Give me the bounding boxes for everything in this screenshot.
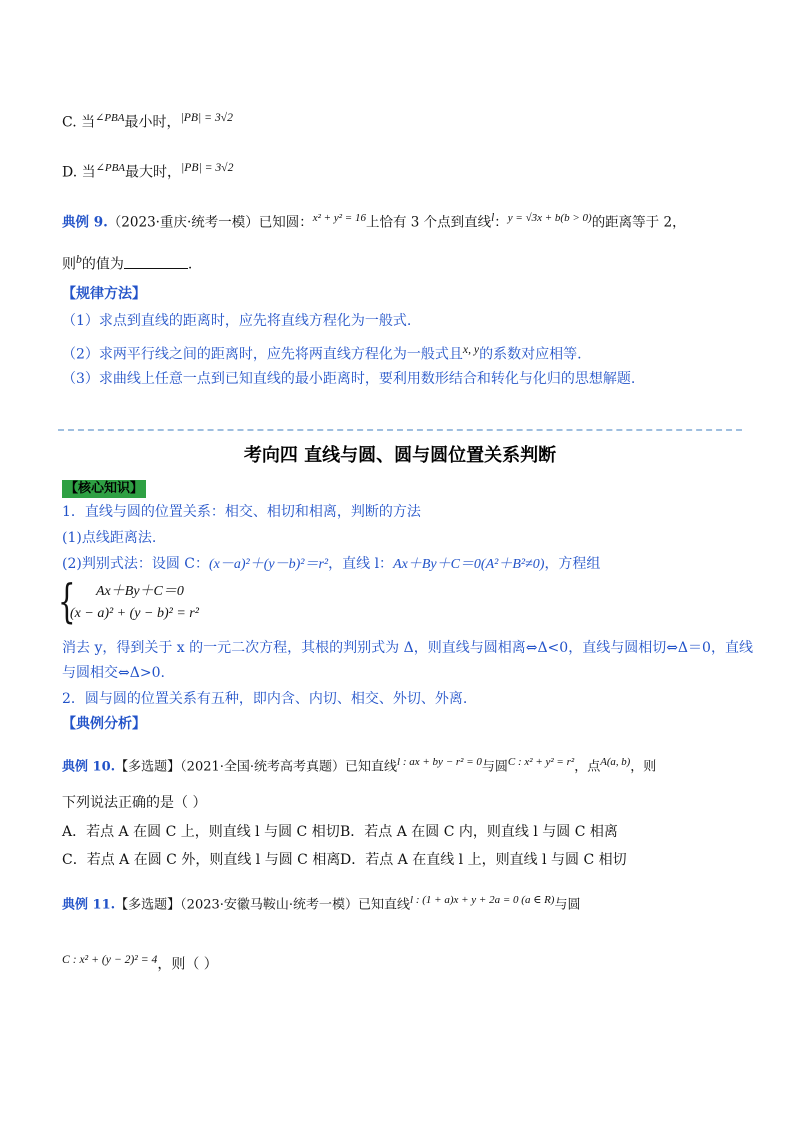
core-knowledge-tag: 【核心知识】	[62, 480, 146, 498]
example-10-circle: C : x² + y² = r²	[507, 756, 575, 768]
option-d-line	[62, 158, 233, 183]
core-k2: 2．圆与圆的位置关系有五种，即内含、内切、相交、外切、外离.	[62, 691, 468, 707]
example-11-label: 典例 11.	[62, 897, 116, 913]
example-9-source: （2023·重庆·统考一模）已知圆：	[107, 214, 313, 231]
example-10-line2: 下列说法正确的是（ ）	[62, 795, 207, 811]
answer-blank	[124, 254, 188, 269]
example-9-line2-suffix: 的值为	[81, 256, 124, 273]
method-p2-end: 的系数对应相等.	[479, 346, 582, 363]
example-10-point: A(a, b)	[600, 756, 631, 768]
example-9-line2-prefix: 则	[62, 256, 76, 273]
example-11-line2	[62, 950, 218, 975]
example-10-mid: 与圆	[481, 759, 508, 775]
example-11-mid: 与圆	[554, 897, 581, 913]
system-eq2: (x − a)² + (y − b)² = r²	[70, 606, 199, 621]
option-c-equation: |PB| = 3√2	[180, 111, 233, 124]
core-k1c: 消去 y，得到关于 x 的一元二次方程，其根的判别式为 Δ，则直线与圆相离⇔Δ<0，直线与圆相切⇔Δ＝0，直线	[62, 640, 753, 656]
example-10-line1	[62, 752, 656, 777]
option-c-line	[62, 108, 233, 133]
core-k1b-end: ，方程组	[544, 556, 601, 572]
option-c-mid: 最小时，	[124, 114, 181, 131]
example-10-point-prefix: ，点	[574, 759, 601, 775]
option-d-equation: |PB| = 3√2	[181, 161, 234, 174]
example-10-type: 【多选题】	[115, 759, 181, 775]
example-11-line1	[62, 890, 581, 915]
core-k1: 1．直线与圆的位置关系：相交、相切和相离，判断的方法	[62, 504, 421, 520]
example-9-text2: 上恰有 3 个点到直线	[365, 214, 492, 231]
core-k1b-line: Ax＋By＋C＝0(A²＋B²≠0)	[393, 557, 545, 572]
example-10-option-c: C．若点 A 在圆 C 外，则直线 l 与圆 C 相离	[62, 852, 341, 868]
example-10-end: ，则	[630, 759, 657, 775]
example-9-label: 典例 9.	[62, 214, 108, 231]
example-11-source: （2023·安徽马鞍山·统考一模）已知直线	[180, 897, 411, 913]
system-brace: {	[58, 574, 76, 628]
method-p2-text: （2）求两平行线之间的距离时，应先将两直线方程化为一般式且	[62, 346, 463, 363]
analysis-title: 【典例分析】	[62, 716, 146, 732]
option-d-mid: 最大时，	[125, 164, 182, 181]
option-d-prefix: D. 当	[62, 164, 96, 181]
option-c-prefix: C. 当	[62, 114, 96, 131]
example-10-option-b: B．若点 A 在圆 C 内，则直线 l 与圆 C 相离	[340, 824, 618, 840]
core-tag-line	[62, 478, 146, 498]
core-k1a: (1)点线距离法.	[62, 530, 157, 546]
example-10-label: 典例 10.	[62, 759, 116, 775]
example-10-option-a: A．若点 A 在圆 C 上，则直线 l 与圆 C 相切	[62, 824, 340, 840]
example-9-line2-end: .	[187, 256, 193, 273]
example-11-line-eq: l : (1 + a)x + y + 2a = 0 (a ∈ R)	[410, 894, 555, 906]
example-9-text3: 的距离等于 2，	[591, 214, 686, 231]
system-eq1: Ax＋By＋C＝0	[96, 584, 184, 599]
method-title: 【规律方法】	[62, 286, 146, 302]
example-11-type: 【多选题】	[115, 897, 181, 913]
example-9-line-eq: y = √3x + b(b > 0)	[507, 212, 592, 224]
core-k1b-mid: ，直线 l：	[328, 556, 394, 572]
method-p2	[62, 340, 582, 365]
example-9-b: b	[76, 253, 82, 266]
method-p2-vars: x, y	[462, 343, 480, 356]
example-10-line-eq: l : ax + by − r² = 0	[397, 756, 482, 768]
example-10-option-d: D．若点 A 在直线 l 上，则直线 l 与圆 C 相切	[340, 852, 627, 868]
example-9-line2	[62, 250, 192, 275]
example-11-end: ，则（ ）	[157, 956, 218, 973]
example-9-colon: ：	[494, 214, 508, 231]
example-10-source: （2021·全国·统考高考真题）已知直线	[180, 759, 398, 775]
method-p3: （3）求曲线上任意一点到已知直线的最小距离时，要利用数形结合和转化与化归的思想解题.	[62, 371, 636, 387]
example-9-l: l	[491, 212, 495, 224]
option-c-angle: ∠PBA	[95, 112, 125, 124]
method-p1: （1）求点到直线的距离时，应先将直线方程化为一般式.	[62, 313, 412, 329]
section-title: 考向四 直线与圆、圆与圆位置关系判断	[243, 445, 557, 466]
option-d-angle: ∠PBA	[95, 162, 126, 174]
core-k1b-circle: (x－a)²＋(y－b)²＝r²	[209, 557, 329, 572]
core-k1d: 与圆相交⇔Δ>0.	[62, 665, 165, 681]
core-k1b	[62, 554, 600, 575]
core-k1b-prefix: (2)判别式法：设圆 C：	[62, 556, 209, 572]
example-9-circle: x² + y² = 16	[312, 212, 366, 224]
example-9-line1	[62, 208, 686, 233]
section-divider	[58, 429, 742, 431]
example-11-circle: C : x² + (y − 2)² = 4	[62, 953, 158, 966]
